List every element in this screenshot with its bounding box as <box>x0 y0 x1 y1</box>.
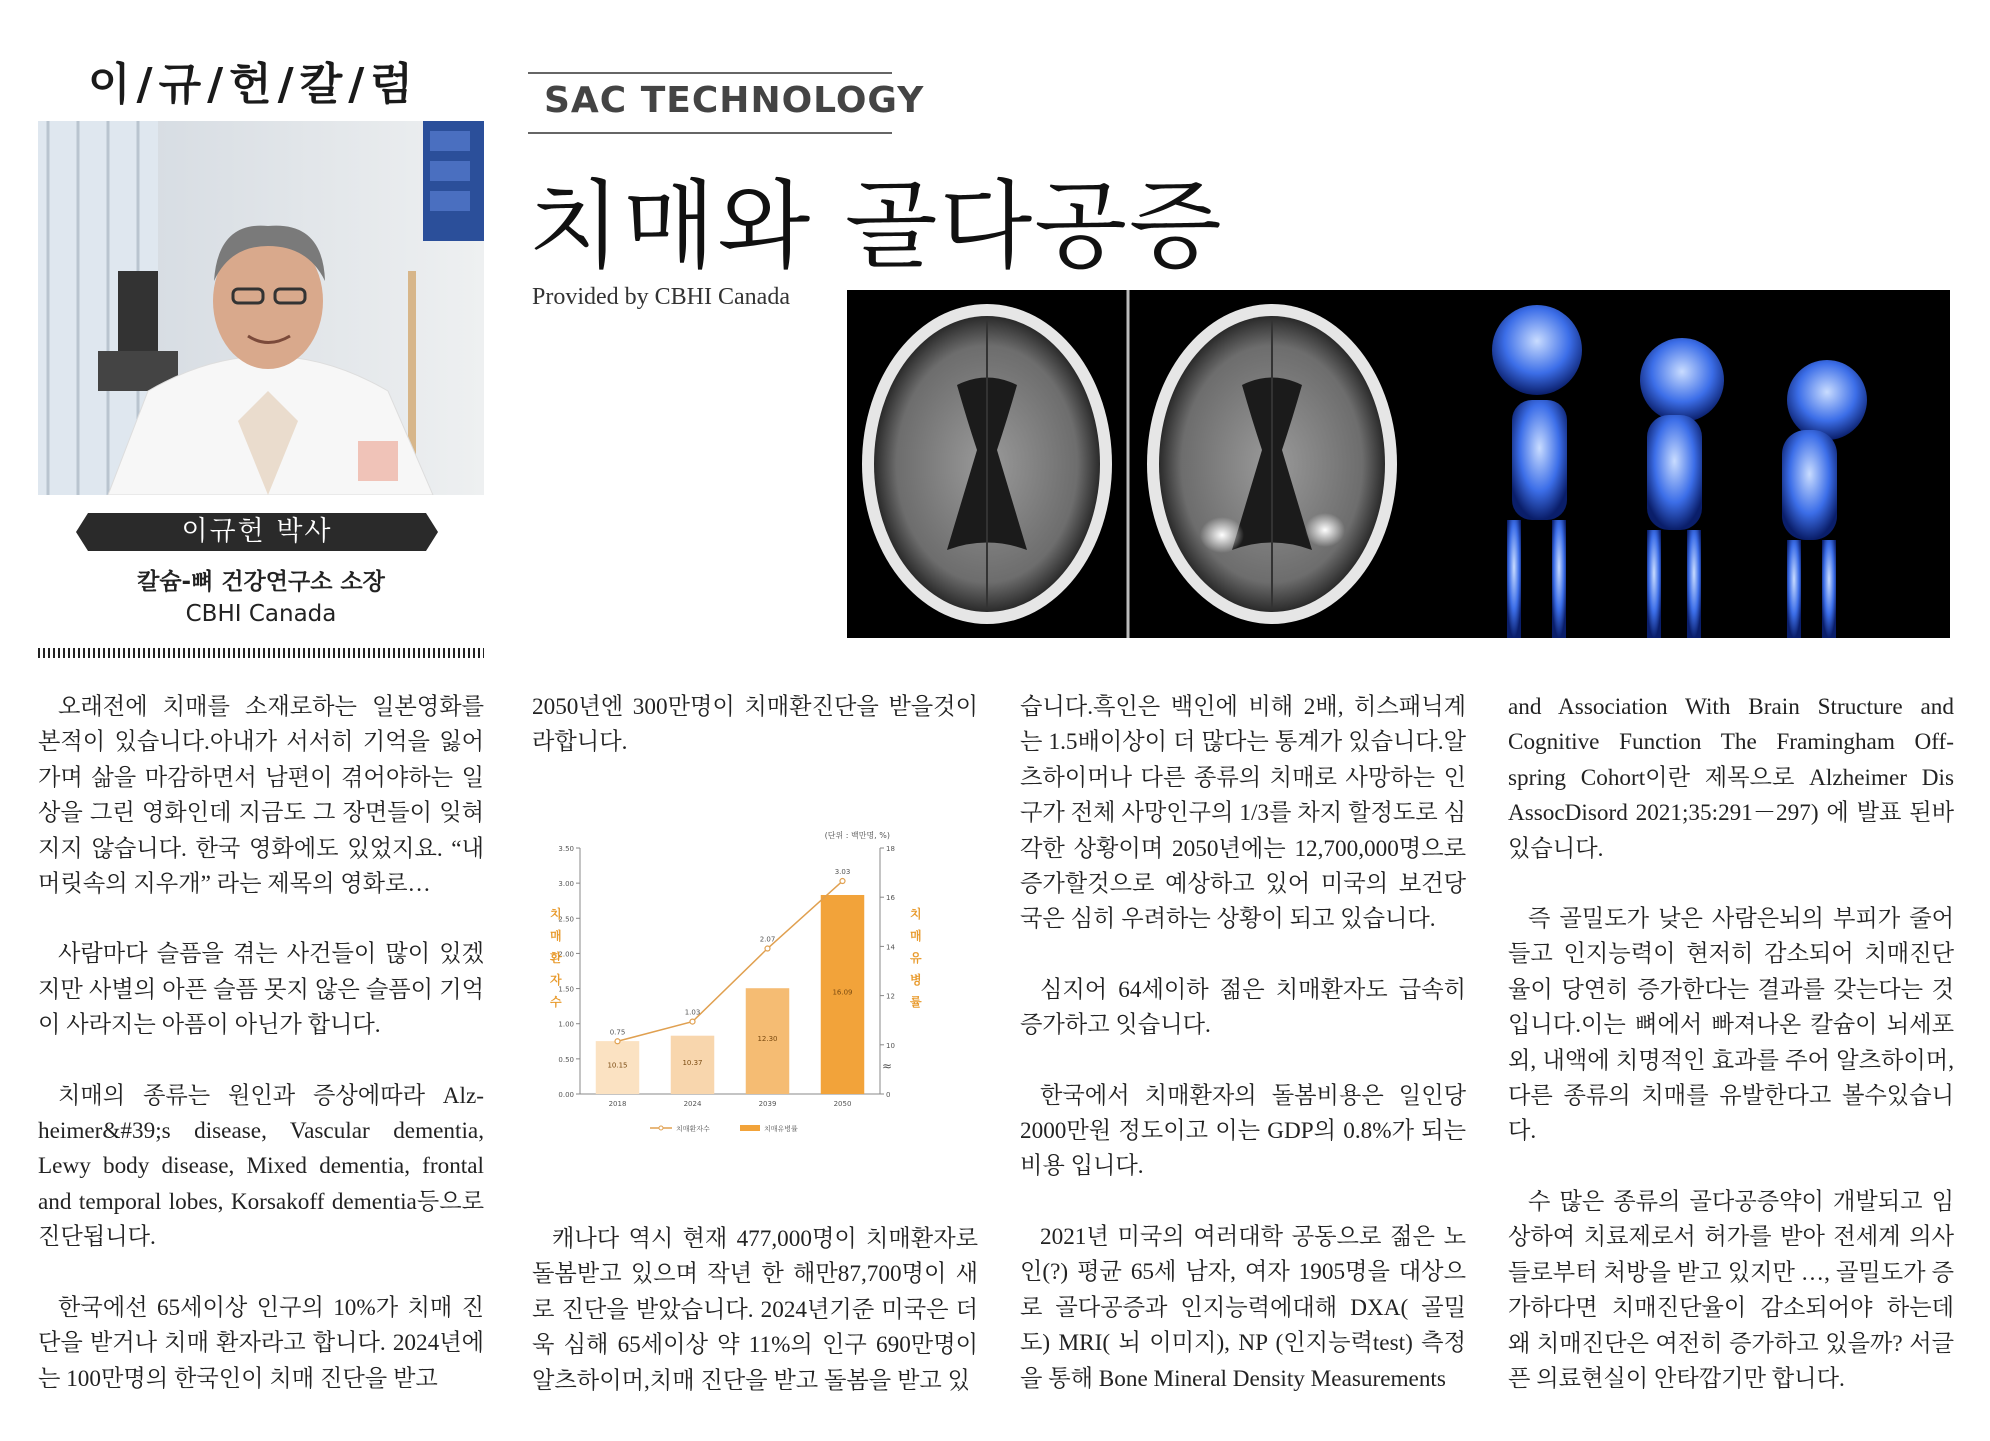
mri-left-icon <box>862 304 1112 624</box>
paragraph: 습니다.흑인은 백인에 비해 2배, 히스패닉계는 1.5배이상이 더 많다는 통계가 있습니다.알츠하이머나 다른 종류의 치매로 사망하는 인구가 전체 사망인구의 1/3를 차지 할정도로 심각한 상황이며 2050년에는 12,700,000명으로 증가할것으로 예상하고 있어 미국의 보건당국은 심히 우려하는 상황이 되고 있습니다. <box>1020 694 1466 933</box>
paragraph: 한국에서 치매환자의 돌봄비용은 일인당 2000만원 정도이고 이는 GDP의 0.8%가 되는 비용 입니다. <box>1020 1082 1466 1180</box>
tick-label-left: 3.00 <box>558 880 574 889</box>
paragraph: and Association With Brain Structure and Cognitive Function The Framingham Off-spring Cohort이란 제목으로 Alzheimer Dis AssocDisord 2021;35:291－297) 에 발표 된바 있습니다. <box>1508 694 1954 862</box>
y-label-left-char: 자 <box>550 973 562 987</box>
author-title: 칼슘-뼈 건강연구소 소장 <box>137 569 385 595</box>
y-label-right-char: 매 <box>910 929 922 943</box>
tick-label-right: 10 <box>886 1041 895 1050</box>
article-column-3 <box>1020 690 1466 1432</box>
article-column-1 <box>38 690 484 1432</box>
mri-right-icon <box>1147 304 1397 624</box>
tick-label-right: 14 <box>886 943 895 952</box>
brain-mri-and-skeleton-image <box>847 290 1950 638</box>
bar-value-label: 12.30 <box>757 1035 778 1044</box>
line-point <box>765 946 770 951</box>
tick-label-left: 1.50 <box>558 985 574 994</box>
paragraph: 치매의 종류는 원인과 증상에따라 Alz-heimer&#39;s disease, Vascular dementia, Lewy body disease, Mixed dementia, frontal and temporal lobes, Korsakoff dementia등으로 진단됩니다. <box>38 1082 484 1251</box>
paragraph: 2021년 미국의 여러대학 공동으로 젊은 노인(?) 평균 65세 남자, 여자 1905명을 대상으로 골다공증과 인지능력에대해 DXA( 골밀도) MRI( 뇌 이미지), NP (인지능력test) 측정을 통해 Bone Mineral Density Measurements <box>1020 1223 1466 1392</box>
line-value-label: 0.75 <box>609 1028 626 1037</box>
headline: 치매와 골다공증 <box>528 170 1224 282</box>
tick-label-right: 0 <box>886 1091 891 1099</box>
line-point <box>690 1019 695 1024</box>
tick-label-left: 0.50 <box>558 1055 574 1064</box>
bar-value-label: 10.37 <box>682 1058 703 1067</box>
x-tick-label: 2050 <box>833 1100 852 1108</box>
y-label-right-char: 유 <box>910 951 922 965</box>
tick-label-right: 16 <box>886 894 895 903</box>
x-tick-label: 2039 <box>758 1100 777 1108</box>
legend-line-marker <box>659 1126 663 1130</box>
paragraph: 한국에선 65세이상 인구의 10%가 치매 진단을 받거나 치매 환자라고 합니다. 2024년에는 100만명의 한국인이 치매 진단을 받고 <box>38 1294 484 1392</box>
bar-value-label: 10.15 <box>607 1061 628 1070</box>
tick-label-left: 2.50 <box>558 915 574 924</box>
tick-label-right: 18 <box>886 845 895 853</box>
section-label: SAC TECHNOLOGY <box>544 80 925 121</box>
paragraph: 오래전에 치매를 소재로하는 일본영화를 본적이 있습니다.아내가 서서히 기억을 잃어가며 삶을 마감하면서 남편이 겪어야하는 일상을 그린 영화인데 지금도 그 장면들이 잊혀지지 않습니다. 한국 영화에도 있었지요. “내 머릿속의 지우개” 라는 제목의 영화로… <box>38 694 484 898</box>
dementia-chart <box>540 826 965 1146</box>
series-line <box>618 881 843 1044</box>
x-tick-label: 2018 <box>608 1100 627 1108</box>
paragraph: 사람마다 슬픔을 겪는 사건들이 많이 있겠지만 사별의 아픈 슬픔 못지 않은 슬픔이 기억이 사라지는 아픔이 아닌가 합니다. <box>38 941 484 1039</box>
paragraph: 즉 골밀도가 낮은 사람은뇌의 부피가 줄어들고 인지능력이 현저히 감소되어 치매진단율이 당연히 증가한다는 결과를 갖는다는 것입니다.이는 뼈에서 빠져나온 칼슘이 뇌세포외, 내액에 치명적인 효과를 주어 알츠하이머, 다른 종류의 치매를 유발한다고 볼수있습니다. <box>1508 906 1954 1145</box>
tick-label-left: 2.00 <box>558 950 574 959</box>
line-value-label: 2.07 <box>759 935 776 944</box>
tick-label-right: 12 <box>886 992 895 1001</box>
chart-unit-note: (단위 : 백만명, %) <box>824 831 890 840</box>
article-column-2 <box>532 690 978 796</box>
y-label-left-char: 환 <box>550 951 562 965</box>
y-label-right-char: 치 <box>910 907 922 921</box>
line-value-label: 3.03 <box>834 868 851 877</box>
chart-canvas <box>540 826 965 1146</box>
hatched-divider <box>38 648 484 658</box>
column-title: 이/규/헌/칼/럼 <box>88 59 419 110</box>
y-label-left-char: 치 <box>550 907 562 921</box>
paragraph: 수 많은 종류의 골다공증약이 개발되고 임상하여 치료제로서 허가를 받아 전세계 의사들로부터 처방을 받고 있지만 …, 골밀도가 증가하다면 치매진단율이 감소되어야 하는데 왜 치매진단은 여전히 증가하고 있을까? 서글픈 의료현실이 안타깝기만 합니다. <box>1508 1188 1954 1392</box>
y-label-left-char: 수 <box>550 995 562 1009</box>
y-label-left-char: 매 <box>550 929 562 943</box>
author-org: CBHI Canada <box>185 601 337 627</box>
y-label-right-char: 률 <box>910 995 922 1009</box>
article-column-2b <box>532 1222 978 1434</box>
line-point <box>840 879 845 884</box>
paragraph: 2050년엔 300만명이 치매환진단을 받을것이라합니다. <box>532 694 978 756</box>
author-photo <box>38 121 484 495</box>
bar-value-label: 16.09 <box>832 988 853 997</box>
y-label-right-char: 병 <box>910 973 922 987</box>
x-tick-label: 2024 <box>683 1100 702 1108</box>
author-name: 이규헌 박사 <box>88 513 426 551</box>
tick-label-left: 0.00 <box>558 1091 574 1099</box>
tick-label-left: 1.00 <box>558 1020 574 1029</box>
legend-label: 치매유병률 <box>764 1125 798 1133</box>
article-column-4 <box>1508 690 1954 1432</box>
tick-label-left: 3.50 <box>558 845 574 853</box>
line-value-label: 1.03 <box>684 1008 701 1017</box>
line-point <box>615 1039 620 1044</box>
provided-by: Provided by CBHI Canada <box>532 284 790 310</box>
paragraph: 캐나다 역시 현재 477,000명이 치매환자로 돌봄받고 있으며 작년 한 해만87,700명이 새로 진단을 받았습니다. 2024년기준 미국은 더욱 심해 65세이상 약 11%의 인구 690만명이 알츠하이머,치매 진단을 받고 돌봄을 받고 있 <box>532 1226 978 1394</box>
legend-label: 치매환자수 <box>676 1125 710 1133</box>
legend-bar-swatch <box>740 1125 760 1131</box>
paragraph: 심지어 64세이하 젊은 치매환자도 급속히 증가하고 잇습니다. <box>1020 976 1466 1039</box>
axis-break-mark: ≈ <box>882 1059 893 1073</box>
